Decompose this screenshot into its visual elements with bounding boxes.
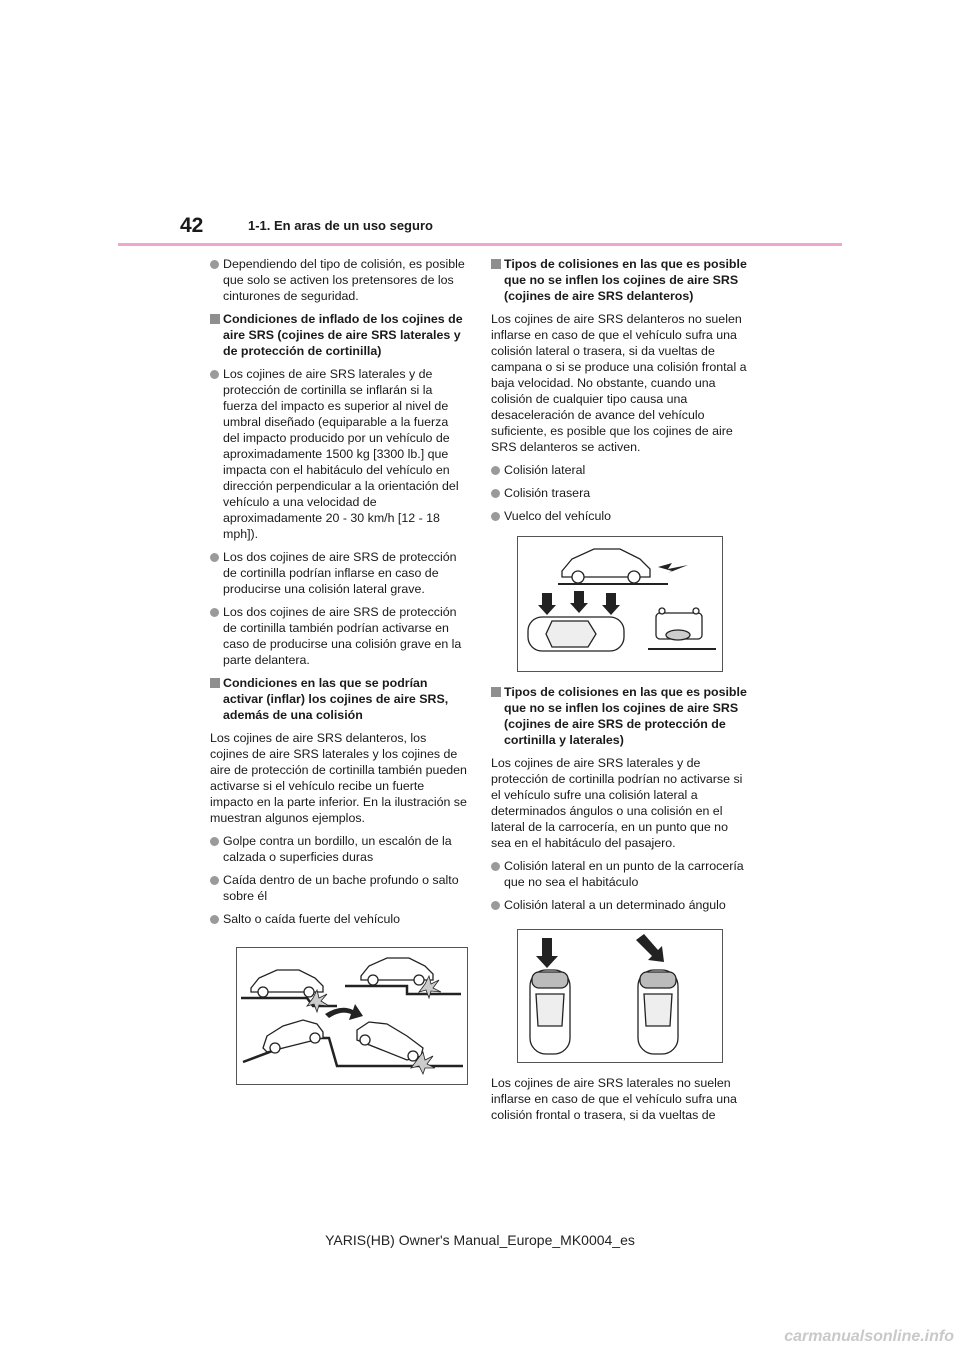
square-bullet-icon bbox=[491, 259, 501, 269]
square-bullet-icon bbox=[210, 678, 220, 688]
list-item-text: Vuelco del vehículo bbox=[504, 509, 611, 523]
list-item bbox=[210, 604, 468, 668]
car-top-view-icon bbox=[638, 970, 678, 1054]
list-item bbox=[491, 508, 749, 524]
paragraph: Los cojines de aire SRS laterales y de protección de cortinilla podrían no activarse si el vehículo sufre una colisión lateral a determinados ángulos o una colisión en el lateral de la carrocería, en un punto que no sea en el habitáculo del pasajero. bbox=[491, 756, 743, 850]
list-item bbox=[210, 872, 468, 904]
paragraph: Los cojines de aire SRS delanteros no suelen inflarse en caso de que el vehículo sufra una colisión lateral o trasera, si da vueltas de campana o si se produce una colisión frontal a baja velocidad. No obstante, cuando una colisión de cualquier tipo causa una desaceleración de avance del vehículo suficiente, es posible que los cojines de aire SRS delanteros se activen. bbox=[491, 312, 747, 454]
circle-bullet-icon bbox=[491, 489, 500, 498]
car-top-view-icon bbox=[528, 617, 624, 651]
circle-bullet-icon bbox=[210, 608, 219, 617]
circle-bullet-icon bbox=[210, 553, 219, 562]
list-item bbox=[491, 897, 749, 913]
section-heading-text: Condiciones de inflado de los cojines de aire SRS (cojines de aire SRS laterales y de protección de cortinilla) bbox=[223, 312, 463, 358]
list-item-text: Los cojines de aire SRS laterales y de protección de cortinilla se inflarán si la fuerza del impacto es superior al nivel de umbral diseñado (equiparable a la fuerza del impacto producido por un vehículo de aproximadamente 1500 kg [3300 lb.] que impacta con el habitáculo del vehículo en dirección perpendicular a la orientación del vehículo a una velocidad de aproximadamente 20 - 30 km/h [12 - 18 mph]). bbox=[223, 367, 459, 541]
list-item-text: Golpe contra un bordillo, un escalón de la calzada o superficies duras bbox=[223, 834, 452, 864]
circle-bullet-icon bbox=[491, 862, 500, 871]
circle-bullet-icon bbox=[210, 915, 219, 924]
list-item-text: Colisión lateral a un determinado ángulo bbox=[504, 898, 726, 912]
list-item-text: Colisión lateral bbox=[504, 463, 586, 477]
list-item bbox=[210, 366, 468, 542]
list-item-text: Colisión lateral en un punto de la carrocería que no sea el habitáculo bbox=[504, 859, 744, 889]
illustration-frontal-not-inflate bbox=[517, 536, 723, 672]
car-icon bbox=[562, 549, 650, 583]
car-icon bbox=[263, 1020, 323, 1053]
page-number: 42 bbox=[180, 214, 204, 237]
list-item bbox=[491, 462, 749, 478]
arrow-icon bbox=[636, 934, 664, 962]
arrow-icon bbox=[658, 563, 688, 573]
section-title: 1-1. En aras de un uso seguro bbox=[248, 218, 433, 233]
list-item bbox=[210, 833, 468, 865]
header-divider bbox=[118, 243, 842, 246]
section-heading bbox=[491, 684, 749, 748]
circle-bullet-icon bbox=[210, 370, 219, 379]
circle-bullet-icon bbox=[210, 260, 219, 269]
illustration-underbody-impacts bbox=[236, 947, 468, 1085]
watermark: carmanualsonline.info bbox=[784, 1328, 954, 1345]
arrow-icon bbox=[538, 591, 620, 615]
section-heading bbox=[491, 256, 749, 304]
section-heading-text: Tipos de colisiones en las que es posible que no se inflen los cojines de aire SRS (cojines de aire SRS delanteros) bbox=[504, 257, 747, 303]
left-column bbox=[210, 256, 468, 1097]
list-item bbox=[210, 911, 468, 927]
circle-bullet-icon bbox=[491, 466, 500, 475]
list-item-text: Caída dentro de un bache profundo o salto sobre él bbox=[223, 873, 459, 903]
list-item-text: Los dos cojines de aire SRS de protección de cortinilla podrían inflarse en caso de producirse una colisión lateral grave. bbox=[223, 550, 457, 596]
list-item-text: Los dos cojines de aire SRS de protección de cortinilla también podrían activarse en caso de producirse una colisión grave en la parte delantera. bbox=[223, 605, 462, 667]
circle-bullet-icon bbox=[491, 512, 500, 521]
list-item-text: Salto o caída fuerte del vehículo bbox=[223, 912, 401, 926]
circle-bullet-icon bbox=[491, 901, 500, 910]
list-item bbox=[491, 485, 749, 501]
list-item bbox=[210, 549, 468, 597]
footer-manual-id: YARIS(HB) Owner's Manual_Europe_MK0004_es bbox=[325, 1232, 635, 1248]
circle-bullet-icon bbox=[210, 837, 219, 846]
arrow-icon bbox=[536, 938, 558, 968]
car-icon bbox=[357, 1022, 423, 1061]
car-icon bbox=[361, 958, 433, 985]
section-heading-text: Tipos de colisiones en las que es posible que no se inflen los cojines de aire SRS (cojines de aire SRS de protección de cortinilla y laterales) bbox=[504, 685, 747, 747]
section-heading bbox=[210, 311, 468, 359]
square-bullet-icon bbox=[491, 687, 501, 697]
circle-bullet-icon bbox=[210, 876, 219, 885]
car-icon bbox=[251, 970, 323, 997]
list-item-text: Dependiendo del tipo de colisión, es posible que solo se activen los pretensores de los cinturones de seguridad. bbox=[223, 257, 465, 303]
car-top-view-icon bbox=[530, 970, 570, 1054]
list-item-text: Colisión trasera bbox=[504, 486, 591, 500]
right-column bbox=[491, 256, 749, 1130]
section-heading bbox=[210, 675, 468, 723]
paragraph: Los cojines de aire SRS delanteros, los cojines de aire SRS laterales y los cojines de aire de protección de cortinilla también pueden activarse si el vehículo recibe un fuerte impacto en la parte inferior. En la ilustración se muestran algunos ejemplos. bbox=[210, 731, 467, 825]
paragraph: Los cojines de aire SRS laterales no suelen inflarse en caso de que el vehículo sufra una colisión frontal o trasera, si da vueltas de bbox=[491, 1076, 737, 1122]
illustration-side-not-inflate bbox=[517, 929, 723, 1063]
square-bullet-icon bbox=[210, 314, 220, 324]
section-heading-text: Condiciones en las que se podrían activar (inflar) los cojines de aire SRS, además de una colisión bbox=[223, 676, 449, 722]
car-icon bbox=[656, 608, 702, 640]
list-item bbox=[491, 858, 749, 890]
list-item bbox=[210, 256, 468, 304]
